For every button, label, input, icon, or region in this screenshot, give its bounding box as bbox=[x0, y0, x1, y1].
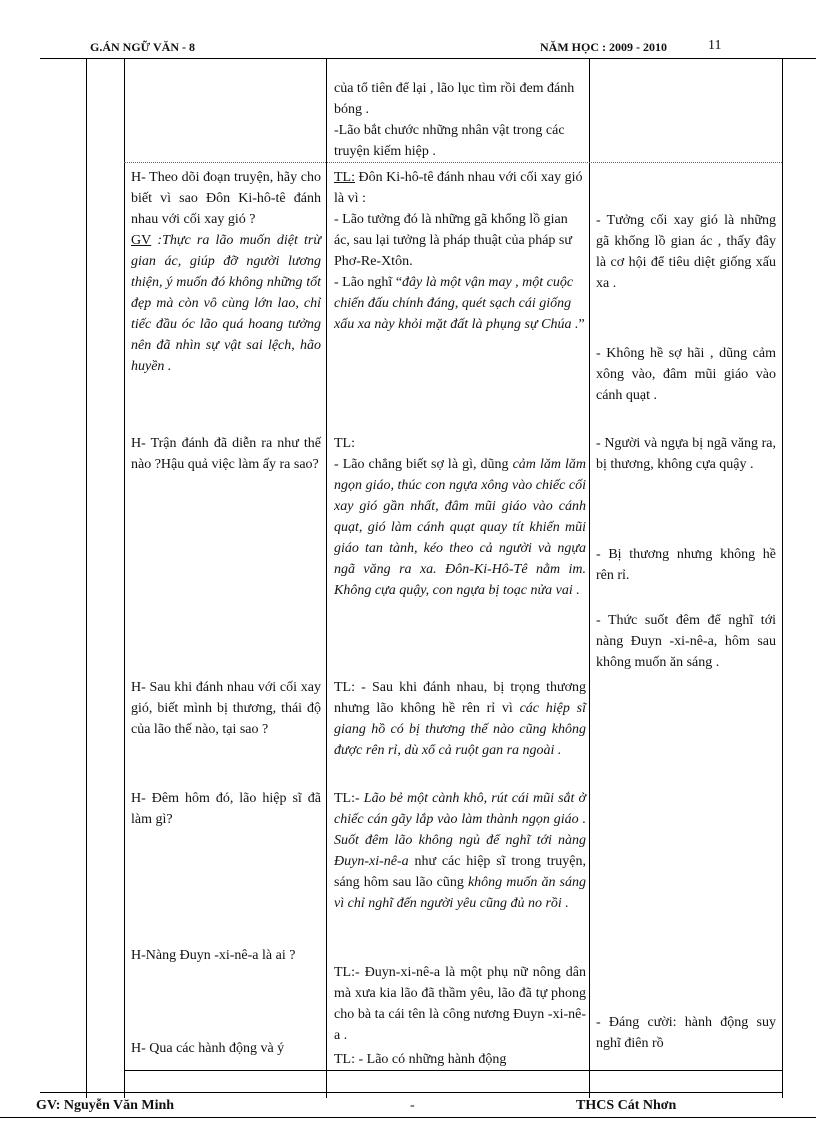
note-cell bbox=[596, 544, 776, 586]
gv-label: GV bbox=[131, 233, 152, 248]
answer-cell bbox=[334, 167, 586, 335]
header-title: G.ÁN NGỮ VĂN - 8 bbox=[90, 40, 195, 54]
question-text: H- Đêm hôm đó, lão hiệp sĩ đã làm gì? bbox=[131, 791, 321, 827]
question-text: H- Sau khi đánh nhau với cối xay gió, biết mình bị thương, thái độ của lão thế nào, tại sao ? bbox=[131, 680, 321, 737]
answer-cell bbox=[334, 677, 586, 761]
footer-teacher: GV: Nguyễn Văn Minh bbox=[36, 1098, 175, 1113]
note-text: - Bị thương nhưng không hề rên rỉ. bbox=[596, 547, 776, 583]
answer-cell-continued bbox=[334, 78, 586, 162]
page-left-border bbox=[86, 58, 87, 1098]
question-text: H- Theo dõi đoạn truyện, hãy cho biết vì sao Đôn Ki-hô-tê đánh nhau với cối xay gió ? bbox=[131, 170, 321, 227]
note-text: - Đáng cười: hành động suy nghĩ điên rồ bbox=[596, 1015, 776, 1051]
page-number: 11 bbox=[708, 38, 722, 53]
question-text: H-Nàng Đuyn -xi-nê-a là ai ? bbox=[131, 948, 296, 963]
teacher-note bbox=[131, 230, 321, 377]
column-divider-2 bbox=[589, 58, 590, 1098]
table-bottom-border bbox=[124, 1070, 782, 1071]
answer-text: của tổ tiên để lại , lão lục tìm rồi đem đánh bóng . bbox=[334, 81, 575, 117]
answer-text: TL:- Lão bẻ một cành khô, rút cái mũi sắt ở chiếc cán gãy lắp vào làm thành ngọn giáo . Suốt đêm lão không ngủ để nghĩ tới nàng Đuyn-xi-nê-a như các hiệp sĩ trong truyện, sáng hôm sau lão cũng không muốn ăn sáng vì chỉ nghĩ đến người yêu cũng đủ no rồi . bbox=[334, 791, 587, 911]
answer-text: -Lão bắt chước những nhân vật trong các truyện kiếm hiệp . bbox=[334, 123, 565, 159]
gv-note-text: :Thực ra lão muốn diệt trừ gian ác, giúp đỡ người lương thiện, ý muốn đó không những tốt đẹp mà còn vô cùng lớn lao, chỉ tiếc đầu óc lão quá hoang tưởng nên đã nhìn sự vật sai lệch, hão huyền . bbox=[131, 233, 321, 374]
note-cell bbox=[596, 433, 776, 475]
note-cell bbox=[596, 1012, 776, 1054]
school-year: NĂM HỌC : 2009 - 2010 bbox=[540, 40, 667, 54]
question-text: H- Trận đánh đã diễn ra như thế nào ?Hậu quả việc làm ấy ra sao? bbox=[131, 436, 321, 472]
footer-separator: - bbox=[410, 1098, 415, 1113]
note-text: - Thức suốt đêm để nghĩ tới nàng Đuyn -xi-nê-a, hôm sau không muốn ăn sáng . bbox=[596, 613, 776, 670]
table-left-border bbox=[124, 58, 125, 1098]
footer-school: THCS Cát Nhơn bbox=[576, 1098, 677, 1113]
note-text: - Tưởng cối xay gió là những gã khổng lồ gian ác , thấy đây là cơ hội để tiêu diệt giống xấu xa . bbox=[596, 213, 776, 291]
answer-text: TL:- Đuyn-xi-nê-a là một phụ nữ nông dân mà xưa kia lão đã thầm yêu, lão đã tự phong cho bà ta cái tên là công nương Đuyn -xi-nê-a . bbox=[334, 965, 586, 1043]
note-text: - Người và ngựa bị ngã văng ra, bị thương, không cựa quậy . bbox=[596, 436, 776, 472]
answer-quote: - Lão nghĩ “đây là một vận may , một cuộc chiến đấu chính đáng, quét sạch cái giống xấu xa này khỏi mặt đất là phụng sự Chúa .” bbox=[334, 275, 585, 332]
answer-text: - Lão tưởng đó là những gã khổng lồ gian ác, sau lại tưởng là pháp thuật của pháp sư Phơ-Re-Xtôn. bbox=[334, 212, 572, 269]
tl-label: TL: bbox=[334, 170, 355, 185]
footer-rule bbox=[40, 1092, 782, 1093]
question-cell bbox=[131, 167, 321, 377]
question-cell bbox=[131, 788, 321, 830]
question-cell bbox=[131, 945, 321, 966]
question-cell bbox=[131, 433, 321, 475]
answer-text: Đôn Ki-hô-tê đánh nhau với cối xay gió là vì : bbox=[334, 170, 583, 206]
note-text: - Không hề sợ hãi , dũng cảm xông vào, đâm mũi giáo vào cánh quạt . bbox=[596, 346, 776, 403]
row-separator bbox=[124, 162, 782, 163]
column-divider-1 bbox=[326, 58, 327, 1098]
page-bottom-rule bbox=[0, 1117, 816, 1118]
answer-text: TL: - Lão có những hành động bbox=[334, 1052, 507, 1067]
answer-intro bbox=[334, 167, 586, 209]
question-cell bbox=[131, 1038, 321, 1059]
question-cell bbox=[131, 677, 321, 740]
answer-cell bbox=[334, 788, 586, 914]
answer-cell bbox=[334, 433, 586, 601]
tl-label: TL: bbox=[334, 436, 355, 451]
question-text: H- Qua các hành động và ý bbox=[131, 1041, 285, 1056]
answer-cell bbox=[334, 962, 586, 1046]
answer-cell bbox=[334, 1049, 586, 1070]
note-cell bbox=[596, 610, 776, 673]
note-cell bbox=[596, 343, 776, 406]
answer-text: TL: - Sau khi đánh nhau, bị trọng thương nhưng lão không hề rên rỉ vì các hiệp sĩ giang hồ có bị thương thế nào cũng không được rên rỉ, dù xổ cả ruột gan ra ngoài . bbox=[334, 680, 586, 758]
header-rule bbox=[40, 58, 816, 59]
table-right-border bbox=[782, 58, 783, 1098]
answer-text: - Lão chẳng biết sợ là gì, dũng cảm lăm lăm ngọn giáo, thúc con ngựa xông vào chiếc cối xay gió gần nhất, đâm mũi giáo vào cánh quạt, gió làm cánh quạt quay tít khiến mũi giáo tan tành, kéo theo cả người và ngựa ngã văng ra xa. Đôn-Ki-Hô-Tê nằm im. Không cựa quậy, con ngựa bị toạc nửa vai . bbox=[334, 457, 586, 598]
note-cell bbox=[596, 210, 776, 294]
